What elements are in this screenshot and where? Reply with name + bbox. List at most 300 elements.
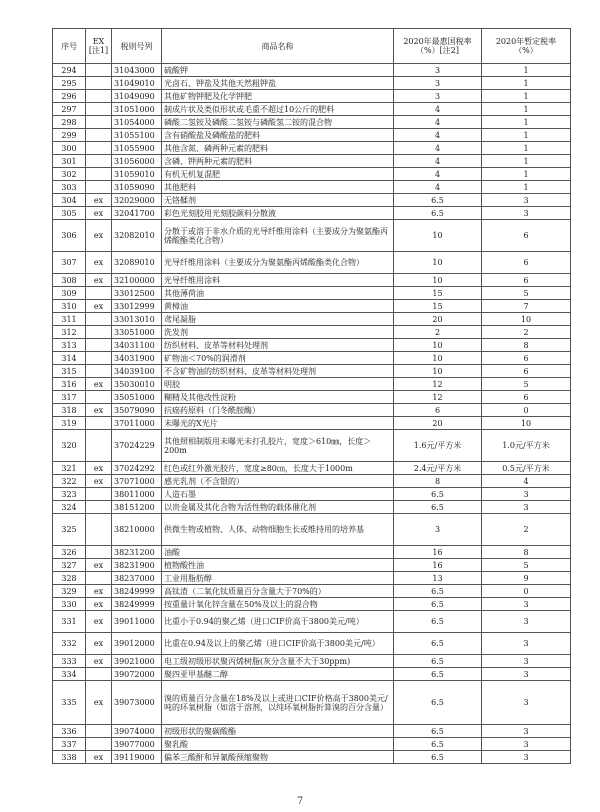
cell-ex: [86, 77, 112, 90]
cell-name: 电工级初级形状聚丙烯树脂(灰分含量不大于30ppm): [162, 655, 394, 668]
cell-name: 光导纤维用涂料: [162, 274, 394, 287]
cell-temp-rate: 9: [482, 572, 571, 585]
cell-temp-rate: 4: [482, 475, 571, 488]
cell-code: 34039100: [112, 365, 162, 378]
cell-temp-rate: 6: [482, 252, 571, 274]
cell-temp-rate: 2: [482, 326, 571, 339]
table-row: [53, 462, 571, 475]
cell-code: 35079090: [112, 404, 162, 417]
cell-seq: 325: [53, 514, 86, 546]
table-row: [53, 514, 571, 546]
cell-name: 初级形状的聚碳酸酯: [162, 725, 394, 738]
cell-mfn-rate: 6.5: [394, 207, 482, 220]
cell-seq: 319: [53, 417, 86, 430]
cell-seq: 298: [53, 116, 86, 129]
cell-ex: [86, 339, 112, 352]
cell-mfn-rate: 15: [394, 300, 482, 313]
cell-temp-rate: 1: [482, 142, 571, 155]
cell-ex: [86, 514, 112, 546]
cell-seq: 335: [53, 681, 86, 725]
cell-seq: 306: [53, 220, 86, 252]
cell-mfn-rate: 4: [394, 181, 482, 194]
table-row: [53, 103, 571, 116]
cell-code: 39072000: [112, 668, 162, 681]
cell-seq: 331: [53, 611, 86, 633]
cell-temp-rate: 5: [482, 559, 571, 572]
cell-temp-rate: 3: [482, 655, 571, 668]
cell-temp-rate: 3: [482, 738, 571, 751]
cell-seq: 318: [53, 404, 86, 417]
cell-mfn-rate: 10: [394, 220, 482, 252]
cell-ex: [86, 738, 112, 751]
cell-temp-rate: 1: [482, 181, 571, 194]
cell-mfn-rate: 6.5: [394, 488, 482, 501]
cell-name: 无铬鞣剂: [162, 194, 394, 207]
cell-name: 比重小于0.94的聚乙烯（进口CIF价高于3800美元/吨）: [162, 611, 394, 633]
cell-mfn-rate: 6.5: [394, 598, 482, 611]
cell-name: 人造石墨: [162, 488, 394, 501]
table-row: [53, 220, 571, 252]
cell-mfn-rate: 12: [394, 391, 482, 404]
cell-name: 其他含氮、磷两种元素的肥料: [162, 142, 394, 155]
cell-name: 未曝光的X光片: [162, 417, 394, 430]
cell-seq: 310: [53, 300, 86, 313]
cell-ex: [86, 116, 112, 129]
cell-temp-rate: 3: [482, 725, 571, 738]
table-row: [53, 559, 571, 572]
cell-name: 矿物油＜70%的润滑剂: [162, 352, 394, 365]
col-header-seq: 序号: [53, 29, 86, 64]
cell-ex: [86, 365, 112, 378]
cell-seq: 321: [53, 462, 86, 475]
cell-mfn-rate: 12: [394, 378, 482, 391]
table-row: [53, 546, 571, 559]
table-row: [53, 168, 571, 181]
col-header-temp: 2020年暂定税率 （%）: [482, 29, 571, 64]
cell-name: 其他照相制版用未曝光未打孔胶片，宽度＞610㎜，长度＞200m: [162, 430, 394, 462]
cell-temp-rate: 1: [482, 64, 571, 77]
cell-ex: ex: [86, 585, 112, 598]
cell-temp-rate: 0: [482, 585, 571, 598]
cell-code: 31059090: [112, 181, 162, 194]
table-row: [53, 155, 571, 168]
cell-code: 32100000: [112, 274, 162, 287]
cell-code: 33012999: [112, 300, 162, 313]
table-row: [53, 475, 571, 488]
cell-temp-rate: 5: [482, 378, 571, 391]
cell-seq: 304: [53, 194, 86, 207]
cell-mfn-rate: 6.5: [394, 585, 482, 598]
cell-code: 34031900: [112, 352, 162, 365]
cell-seq: 338: [53, 751, 86, 764]
cell-code: 32029000: [112, 194, 162, 207]
cell-mfn-rate: 8: [394, 475, 482, 488]
table-row: [53, 194, 571, 207]
cell-seq: 317: [53, 391, 86, 404]
header-row: [53, 29, 571, 64]
cell-ex: ex: [86, 633, 112, 655]
table-row: [53, 129, 571, 142]
cell-temp-rate: 10: [482, 417, 571, 430]
tariff-table: [52, 28, 571, 764]
cell-ex: ex: [86, 404, 112, 417]
cell-name: 溴的质量百分含量在18%及以上或进口CIF价格高于3800美元/吨的环氧树脂（如溶于溶剂，以纯环氧树脂折算溴的百分含量）: [162, 681, 394, 725]
cell-temp-rate: 10: [482, 313, 571, 326]
cell-mfn-rate: 4: [394, 129, 482, 142]
cell-temp-rate: 1: [482, 129, 571, 142]
table-row: [53, 287, 571, 300]
table-body: [53, 64, 571, 764]
cell-seq: 313: [53, 339, 86, 352]
cell-temp-rate: 6: [482, 274, 571, 287]
cell-code: 35030010: [112, 378, 162, 391]
cell-seq: 309: [53, 287, 86, 300]
cell-code: 31051000: [112, 103, 162, 116]
cell-name: 红色或红外激光胶片，宽度≥80㎝，长度大于1000m: [162, 462, 394, 475]
cell-mfn-rate: 6.5: [394, 633, 482, 655]
cell-code: 37024229: [112, 430, 162, 462]
cell-mfn-rate: 6.5: [394, 611, 482, 633]
table-row: [53, 352, 571, 365]
cell-mfn-rate: 3: [394, 77, 482, 90]
cell-ex: [86, 155, 112, 168]
cell-mfn-rate: 2: [394, 326, 482, 339]
cell-temp-rate: 0: [482, 404, 571, 417]
cell-mfn-rate: 13: [394, 572, 482, 585]
cell-code: 39012000: [112, 633, 162, 655]
cell-ex: ex: [86, 252, 112, 274]
cell-code: 32041700: [112, 207, 162, 220]
cell-ex: [86, 430, 112, 462]
cell-mfn-rate: 4: [394, 116, 482, 129]
cell-code: 38011000: [112, 488, 162, 501]
cell-mfn-rate: 6.5: [394, 501, 482, 514]
cell-temp-rate: 3: [482, 668, 571, 681]
cell-name: 偏苯三酸酐和异氰酸预缩聚物: [162, 751, 394, 764]
cell-code: 32089010: [112, 252, 162, 274]
cell-ex: [86, 546, 112, 559]
table-row: [53, 365, 571, 378]
cell-name: 制成片状及类似形状或毛重不超过10公斤的肥料: [162, 103, 394, 116]
cell-code: 39021000: [112, 655, 162, 668]
table-row: [53, 751, 571, 764]
cell-name: 明胶: [162, 378, 394, 391]
cell-ex: ex: [86, 475, 112, 488]
cell-name: 含有硝酸盐及磷酸盐的肥料: [162, 129, 394, 142]
cell-name: 不含矿物油的纺织材料、皮革等材料处理剂: [162, 365, 394, 378]
cell-code: 38151200: [112, 501, 162, 514]
cell-name: 糊精及其他改性淀粉: [162, 391, 394, 404]
cell-temp-rate: 7: [482, 300, 571, 313]
cell-ex: ex: [86, 655, 112, 668]
cell-seq: 300: [53, 142, 86, 155]
cell-mfn-rate: 6.5: [394, 751, 482, 764]
cell-mfn-rate: 20: [394, 417, 482, 430]
cell-temp-rate: 2: [482, 514, 571, 546]
cell-mfn-rate: 10: [394, 274, 482, 287]
cell-seq: 315: [53, 365, 86, 378]
table-row: [53, 313, 571, 326]
cell-code: 39073000: [112, 681, 162, 725]
cell-seq: 336: [53, 725, 86, 738]
cell-mfn-rate: 6: [394, 404, 482, 417]
table-row: [53, 207, 571, 220]
cell-temp-rate: 3: [482, 611, 571, 633]
cell-mfn-rate: 2.4元/平方米: [394, 462, 482, 475]
cell-seq: 299: [53, 129, 86, 142]
cell-mfn-rate: 4: [394, 103, 482, 116]
cell-temp-rate: 3: [482, 598, 571, 611]
table-row: [53, 378, 571, 391]
table-row: [53, 655, 571, 668]
cell-code: 37024292: [112, 462, 162, 475]
cell-temp-rate: 1.0元/平方米: [482, 430, 571, 462]
cell-seq: 316: [53, 378, 86, 391]
cell-ex: [86, 64, 112, 77]
table-row: [53, 501, 571, 514]
cell-name: 黄樟油: [162, 300, 394, 313]
cell-temp-rate: 3: [482, 751, 571, 764]
cell-name: 洗发剂: [162, 326, 394, 339]
cell-ex: [86, 572, 112, 585]
cell-seq: 326: [53, 546, 86, 559]
cell-seq: 302: [53, 168, 86, 181]
cell-temp-rate: 6: [482, 391, 571, 404]
cell-temp-rate: 1: [482, 90, 571, 103]
cell-code: 31055900: [112, 142, 162, 155]
cell-code: 31049010: [112, 77, 162, 90]
cell-name: 聚乳酸: [162, 738, 394, 751]
cell-name: 分散于或溶于非水介质的光导纤维用涂料（主要成分为聚氨酯丙烯酸酯类化合物）: [162, 220, 394, 252]
cell-seq: 324: [53, 501, 86, 514]
cell-mfn-rate: 6.5: [394, 681, 482, 725]
cell-code: 39119000: [112, 751, 162, 764]
cell-mfn-rate: 3: [394, 90, 482, 103]
cell-ex: [86, 168, 112, 181]
table-row: [53, 252, 571, 274]
cell-name: 其他薄荷油: [162, 287, 394, 300]
cell-code: 33012500: [112, 287, 162, 300]
cell-temp-rate: 1: [482, 168, 571, 181]
table-row: [53, 572, 571, 585]
table-row: [53, 430, 571, 462]
cell-code: 35051000: [112, 391, 162, 404]
cell-ex: ex: [86, 207, 112, 220]
cell-name: 其他肥料: [162, 181, 394, 194]
cell-seq: 307: [53, 252, 86, 274]
cell-temp-rate: 6: [482, 365, 571, 378]
cell-ex: [86, 501, 112, 514]
cell-seq: 320: [53, 430, 86, 462]
cell-seq: 330: [53, 598, 86, 611]
cell-temp-rate: 3: [482, 633, 571, 655]
cell-temp-rate: 3: [482, 488, 571, 501]
cell-mfn-rate: 10: [394, 252, 482, 274]
cell-ex: [86, 391, 112, 404]
cell-name: 按重量计氧化锌含量在50%及以上的混合物: [162, 598, 394, 611]
cell-code: 38237000: [112, 572, 162, 585]
cell-ex: ex: [86, 559, 112, 572]
cell-temp-rate: 0.5元/平方米: [482, 462, 571, 475]
cell-temp-rate: 8: [482, 546, 571, 559]
table-row: [53, 300, 571, 313]
cell-name: 感光乳剂（不含银的）: [162, 475, 394, 488]
cell-ex: ex: [86, 194, 112, 207]
cell-ex: [86, 142, 112, 155]
cell-mfn-rate: 16: [394, 546, 482, 559]
cell-code: 33013010: [112, 313, 162, 326]
cell-seq: 333: [53, 655, 86, 668]
table-row: [53, 738, 571, 751]
cell-name: 光导纤维用涂料（主要成分为聚氨酯丙烯酸酯类化合物）: [162, 252, 394, 274]
cell-ex: ex: [86, 611, 112, 633]
cell-name: 油酸: [162, 546, 394, 559]
cell-seq: 312: [53, 326, 86, 339]
table-row: [53, 404, 571, 417]
table-row: [53, 598, 571, 611]
cell-seq: 297: [53, 103, 86, 116]
cell-ex: [86, 129, 112, 142]
cell-code: 38249999: [112, 585, 162, 598]
cell-ex: [86, 313, 112, 326]
table-row: [53, 681, 571, 725]
table-row: [53, 181, 571, 194]
cell-mfn-rate: 3: [394, 64, 482, 77]
cell-seq: 323: [53, 488, 86, 501]
cell-temp-rate: 1: [482, 155, 571, 168]
cell-seq: 332: [53, 633, 86, 655]
cell-seq: 311: [53, 313, 86, 326]
table-row: [53, 64, 571, 77]
cell-code: 37011000: [112, 417, 162, 430]
cell-ex: ex: [86, 751, 112, 764]
col-header-mfn: 2020年最惠国税率 （%）[注2]: [394, 29, 482, 64]
cell-mfn-rate: 4: [394, 155, 482, 168]
cell-seq: 296: [53, 90, 86, 103]
table-row: [53, 633, 571, 655]
cell-code: 38231200: [112, 546, 162, 559]
cell-code: 37071000: [112, 475, 162, 488]
cell-ex: [86, 668, 112, 681]
page-number: 7: [296, 796, 304, 807]
table-row: [53, 142, 571, 155]
cell-temp-rate: 3: [482, 207, 571, 220]
cell-seq: 314: [53, 352, 86, 365]
cell-seq: 308: [53, 274, 86, 287]
table-row: [53, 77, 571, 90]
cell-ex: ex: [86, 274, 112, 287]
cell-ex: [86, 90, 112, 103]
cell-mfn-rate: 10: [394, 365, 482, 378]
table-row: [53, 274, 571, 287]
cell-seq: 334: [53, 668, 86, 681]
table-row: [53, 725, 571, 738]
cell-ex: [86, 181, 112, 194]
cell-temp-rate: 6: [482, 220, 571, 252]
cell-seq: 305: [53, 207, 86, 220]
cell-ex: [86, 417, 112, 430]
cell-mfn-rate: 20: [394, 313, 482, 326]
table-row: [53, 391, 571, 404]
cell-code: 38249999: [112, 598, 162, 611]
cell-code: 34031100: [112, 339, 162, 352]
cell-mfn-rate: 6.5: [394, 194, 482, 207]
cell-code: 39077000: [112, 738, 162, 751]
cell-name: 供微生物或植物、人体、动物细胞生长或维持用的培养基: [162, 514, 394, 546]
cell-ex: [86, 287, 112, 300]
cell-code: 38210000: [112, 514, 162, 546]
table-row: [53, 417, 571, 430]
cell-mfn-rate: 10: [394, 339, 482, 352]
cell-code: 31056000: [112, 155, 162, 168]
cell-temp-rate: 6: [482, 352, 571, 365]
cell-ex: ex: [86, 220, 112, 252]
cell-name: 比重在0.94及以上的聚乙烯（进口CIF价高于3800美元/吨）: [162, 633, 394, 655]
cell-name: 工业用脂肪醇: [162, 572, 394, 585]
cell-mfn-rate: 15: [394, 287, 482, 300]
cell-code: 31049090: [112, 90, 162, 103]
table-row: [53, 326, 571, 339]
cell-code: 31043000: [112, 64, 162, 77]
cell-ex: [86, 488, 112, 501]
table-row: [53, 90, 571, 103]
cell-mfn-rate: 10: [394, 352, 482, 365]
cell-name: 纺织材料、皮革等材料处理剂: [162, 339, 394, 352]
cell-seq: 327: [53, 559, 86, 572]
cell-name: 光卤石、钾盐及其他天然粗钾盐: [162, 77, 394, 90]
cell-seq: 322: [53, 475, 86, 488]
col-header-ex: EX [注1]: [86, 29, 112, 64]
cell-seq: 303: [53, 181, 86, 194]
cell-mfn-rate: 6.5: [394, 668, 482, 681]
cell-code: 31054000: [112, 116, 162, 129]
cell-name: 以贵金属及其化合物为活性物的载体催化剂: [162, 501, 394, 514]
cell-ex: ex: [86, 681, 112, 725]
cell-code: 39074000: [112, 725, 162, 738]
cell-code: 33051000: [112, 326, 162, 339]
cell-name: 鸢尾凝脂: [162, 313, 394, 326]
cell-temp-rate: 1: [482, 103, 571, 116]
cell-temp-rate: 8: [482, 339, 571, 352]
cell-mfn-rate: 6.5: [394, 725, 482, 738]
cell-ex: ex: [86, 462, 112, 475]
cell-seq: 294: [53, 64, 86, 77]
cell-mfn-rate: 1.6元/平方米: [394, 430, 482, 462]
cell-ex: [86, 326, 112, 339]
cell-temp-rate: 3: [482, 501, 571, 514]
cell-seq: 337: [53, 738, 86, 751]
col-header-name: 商品名称: [162, 29, 394, 64]
table-row: [53, 116, 571, 129]
cell-temp-rate: 3: [482, 681, 571, 725]
cell-temp-rate: 3: [482, 194, 571, 207]
cell-temp-rate: 1: [482, 77, 571, 90]
table-row: [53, 611, 571, 633]
cell-ex: [86, 725, 112, 738]
cell-temp-rate: 5: [482, 287, 571, 300]
cell-mfn-rate: 16: [394, 559, 482, 572]
cell-mfn-rate: 6.5: [394, 655, 482, 668]
cell-code: 38231900: [112, 559, 162, 572]
col-header-code: 税则号列: [112, 29, 162, 64]
cell-seq: 301: [53, 155, 86, 168]
table-row: [53, 339, 571, 352]
cell-mfn-rate: 6.5: [394, 738, 482, 751]
cell-code: 39011000: [112, 611, 162, 633]
cell-ex: ex: [86, 300, 112, 313]
cell-name: 抗癌药原料（门冬酰胺酶）: [162, 404, 394, 417]
cell-name: 聚四亚甲基醚二醇: [162, 668, 394, 681]
